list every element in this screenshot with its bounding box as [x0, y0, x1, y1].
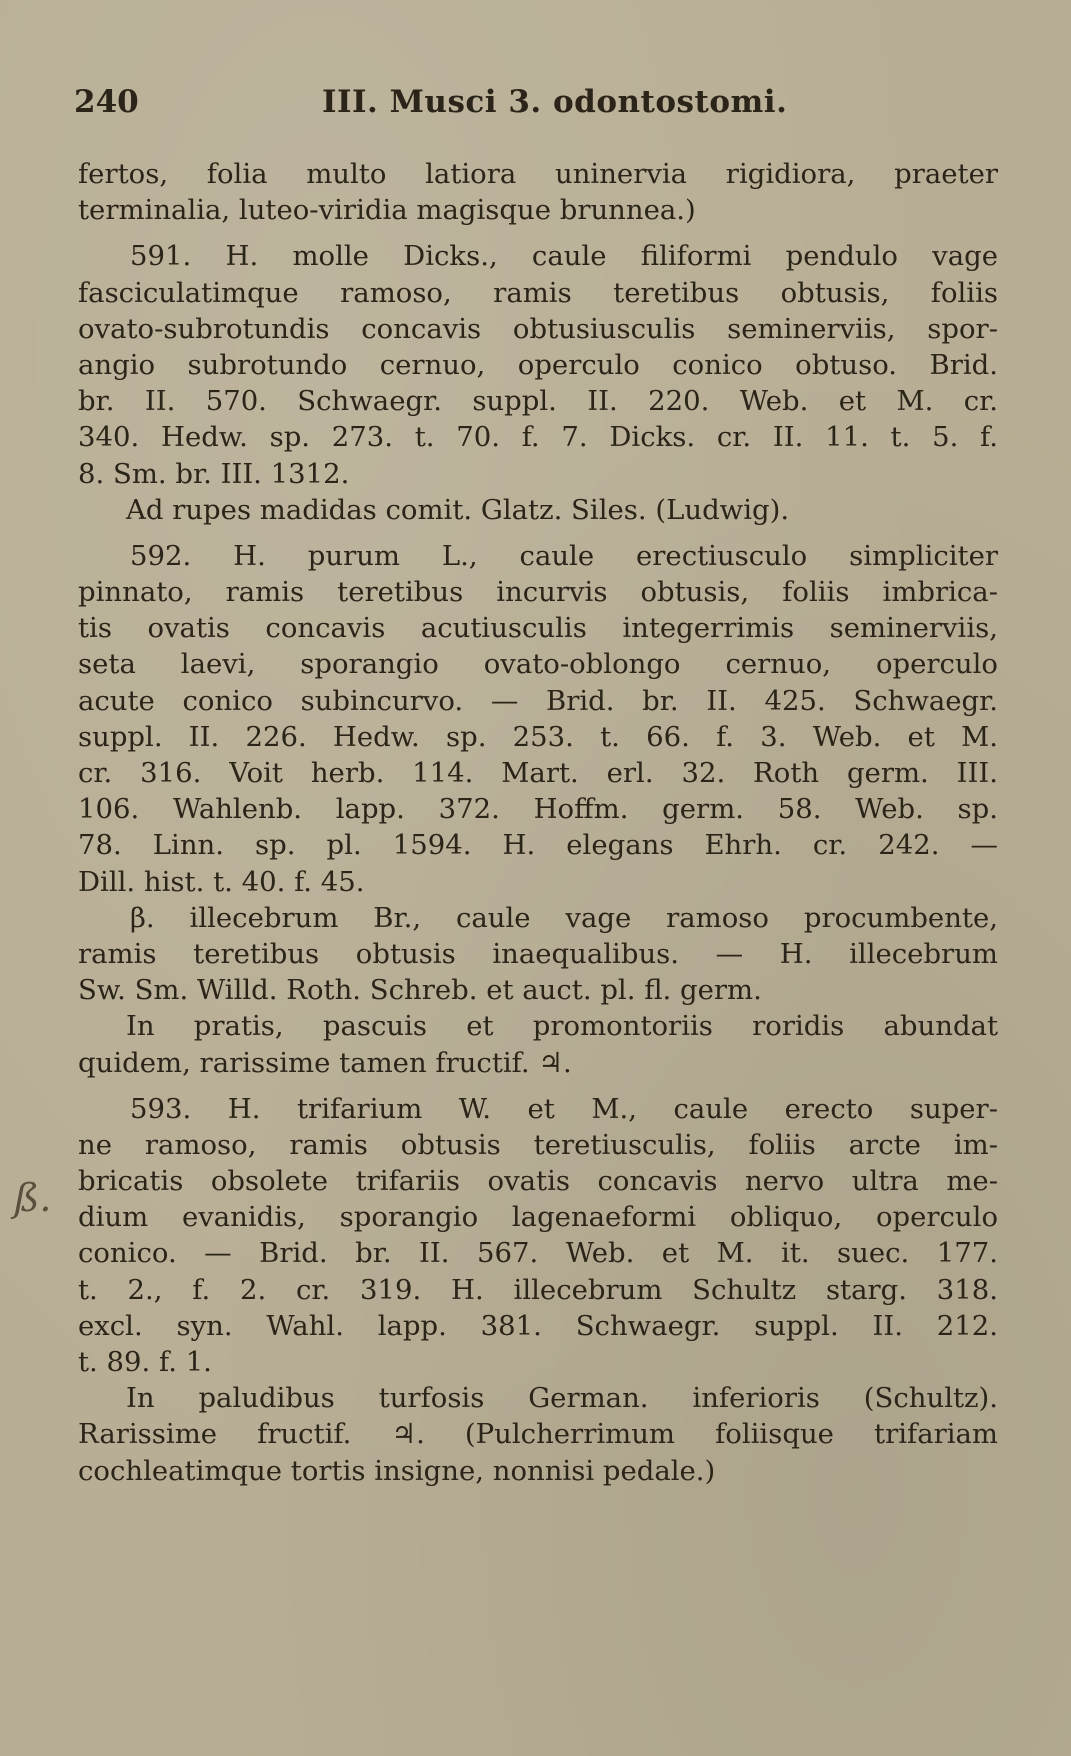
- text-line: br. II. 570. Schwaegr. suppl. II. 220. Web. et M. cr.: [78, 385, 998, 418]
- text-line: suppl. II. 226. Hedw. sp. 253. t. 66. f. 3. Web. et M.: [78, 720, 998, 753]
- text-line: acute conico subincurvo. — Brid. br. II. 425. Schwaegr.: [78, 684, 998, 717]
- page-number: 240: [74, 84, 139, 120]
- margin-annotation: ß.: [14, 1176, 52, 1220]
- running-title: III. Musci 3. odontostomi.: [322, 84, 788, 120]
- habitat-line: In pratis, pascuis et promontoriis roridis abundat: [126, 1010, 998, 1043]
- variety-beta-heading: β. illecebrum Br., caule vage ramoso procumbente,: [130, 901, 998, 934]
- text-line: Dill. hist. t. 40. f. 45.: [78, 865, 365, 898]
- text-line: seta laevi, sporangio ovato-oblongo cernuo, operculo: [78, 648, 998, 681]
- page-body: [78, 156, 998, 1489]
- entry-591-heading: 591. H. molle Dicks., caule filiformi pendulo vage: [130, 240, 998, 273]
- text-line: 340. Hedw. sp. 273. t. 70. f. 7. Dicks. cr. II. 11. t. 5. f.: [78, 421, 998, 454]
- text-line: bricatis obsolete trifariis ovatis concavis nervo ultra me-: [78, 1165, 998, 1198]
- page-header: [74, 84, 994, 128]
- text-line: 78. Linn. sp. pl. 1594. H. elegans Ehrh. cr. 242. —: [78, 829, 998, 862]
- text-line: t. 89. f. 1.: [78, 1346, 212, 1378]
- text-line: ovato-subrotundis concavis obtusiusculis seminerviis, spor-: [78, 312, 998, 345]
- text-line: ne ramoso, ramis obtusis teretiusculis, foliis arcte im-: [78, 1128, 998, 1161]
- text-line: fasciculatimque ramoso, ramis teretibus obtusis, foliis: [78, 276, 998, 309]
- text-line: fertos, folia multo latiora uninervia rigidiora, praeter: [78, 158, 998, 190]
- text-line: terminalia, luteo-viridia magisque brunnea.): [78, 194, 696, 227]
- text-line: 106. Wahlenb. lapp. 372. Hoffm. germ. 58. Web. sp.: [78, 793, 998, 826]
- text-line: cochleatimque tortis insigne, nonnisi pedale.): [78, 1454, 716, 1487]
- text-line: quidem, rarissime tamen fructif. ♃.: [78, 1046, 572, 1079]
- habitat-line: In paludibus turfosis German. inferioris (Schultz).: [126, 1382, 998, 1415]
- text-line: Rarissime fructif. ♃. (Pulcherrimum foliisque trifariam: [78, 1418, 998, 1451]
- habitat-line: Ad rupes madidas comit. Glatz. Siles. (Ludwig).: [126, 493, 790, 526]
- text-line: 8. Sm. br. III. 1312.: [78, 457, 350, 490]
- text-line: excl. syn. Wahl. lapp. 381. Schwaegr. suppl. II. 212.: [78, 1309, 998, 1342]
- text-line: ramis teretibus obtusis inaequalibus. — H. illecebrum: [78, 937, 998, 970]
- text-line: tis ovatis concavis acutiusculis integerrimis seminerviis,: [78, 612, 998, 645]
- entry-593-heading: 593. H. trifarium W. et M., caule erecto super-: [130, 1092, 998, 1125]
- text-line: Sw. Sm. Willd. Roth. Schreb. et auct. pl. fl. germ.: [78, 974, 762, 1007]
- text-line: angio subrotundo cernuo, operculo conico obtuso. Brid.: [78, 348, 998, 381]
- text-line: conico. — Brid. br. II. 567. Web. et M. it. suec. 177.: [78, 1237, 998, 1270]
- text-line: pinnato, ramis teretibus incurvis obtusis, foliis imbrica-: [78, 576, 998, 609]
- text-line: dium evanidis, sporangio lagenaeformi obliquo, operculo: [78, 1201, 998, 1234]
- text-line: t. 2., f. 2. cr. 319. H. illecebrum Schultz starg. 318.: [78, 1273, 998, 1306]
- entry-592-heading: 592. H. purum L., caule erectiusculo simpliciter: [130, 539, 998, 572]
- text-line: cr. 316. Voit herb. 114. Mart. erl. 32. Roth germ. III.: [78, 757, 998, 789]
